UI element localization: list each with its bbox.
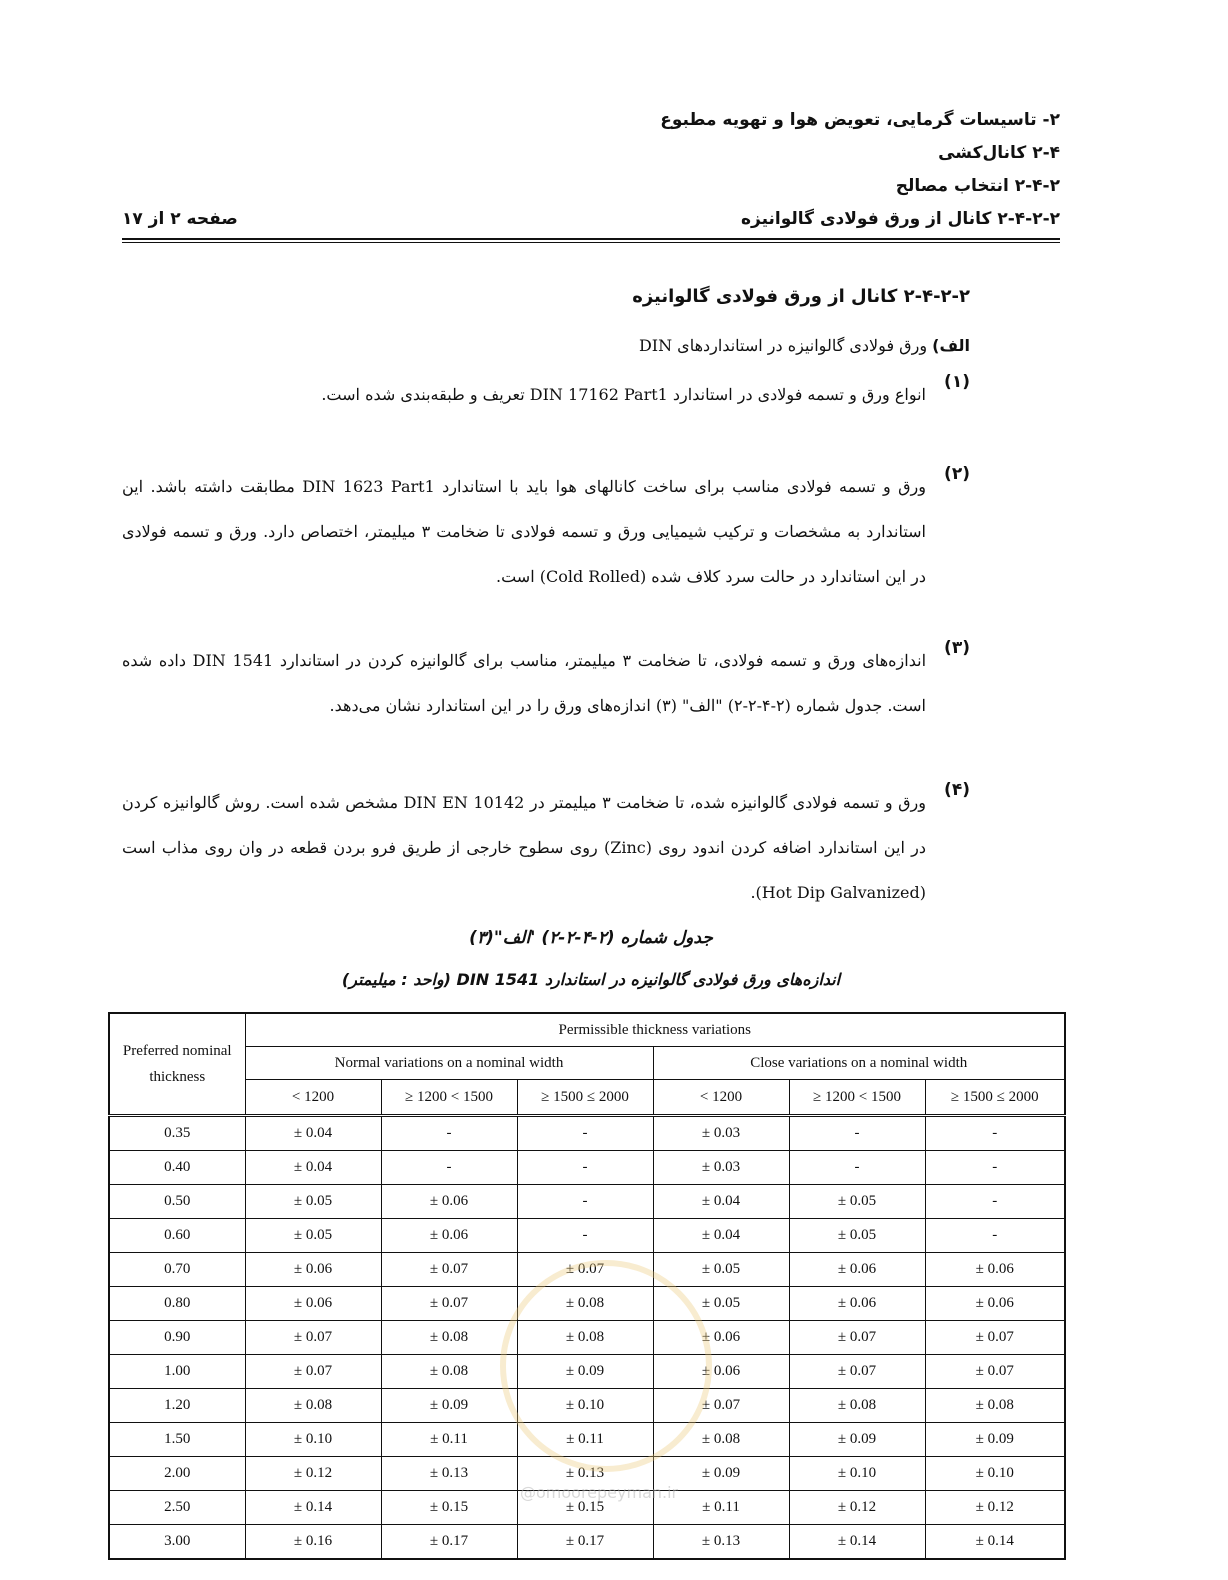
tolerance-cell: ± 0.07 [925, 1355, 1065, 1389]
tolerance-cell: ± 0.11 [517, 1423, 653, 1457]
table-row [109, 1287, 1065, 1321]
tolerance-cell: ± 0.14 [245, 1491, 381, 1525]
tolerance-cell: ± 0.07 [653, 1389, 789, 1423]
table-row [109, 1116, 1065, 1151]
tolerance-cell: - [925, 1219, 1065, 1253]
table-row [109, 1219, 1065, 1253]
watermark-text: @omoorepeyman.ir [520, 1483, 679, 1502]
subsection-a-label: الف) [932, 336, 970, 355]
tolerance-cell: ± 0.03 [653, 1151, 789, 1185]
tolerance-cell: ± 0.13 [381, 1457, 517, 1491]
tolerance-cell: - [381, 1151, 517, 1185]
tolerance-cell: ± 0.12 [245, 1457, 381, 1491]
header-subsection: ۲-۴-۲ انتخاب مصالح [895, 176, 1060, 196]
header-permissible: Permissible thickness variations [245, 1013, 1065, 1047]
section-title: ۲-۴-۲-۲ کانال از ورق فولادی گالوانیزه [632, 286, 970, 307]
tolerance-cell: ± 0.07 [789, 1321, 925, 1355]
tolerance-cell: ± 0.13 [517, 1457, 653, 1491]
header-chapter: ۲- تاسیسات گرمایی، تعویض هوا و تهویه مطبوع [660, 110, 1060, 130]
tolerance-cell: ± 0.07 [925, 1321, 1065, 1355]
tolerance-cell: ± 0.15 [517, 1491, 653, 1525]
table-row [109, 1389, 1065, 1423]
header-width-1: < 1200 [653, 1080, 789, 1116]
paragraph-text: ورق و تسمه فولادی مناسب برای ساخت کانالهای هوا باید با استاندارد DIN 1623 Part1 مطابقت داشته باشد. این استاندارد به مشخصات و ترکیب شیمیایی ورق و تسمه فولادی تا ضخامت ۳ میلیمتر، اختصاص دارد. ورق و تسمه فولادی در این استاندارد در حالت سرد کلاف شده (Cold Rolled) است. [122, 477, 927, 586]
tolerance-cell: ± 0.06 [789, 1287, 925, 1321]
thickness-table [108, 1012, 1066, 1560]
tolerance-cell: ± 0.06 [381, 1219, 517, 1253]
tolerance-cell: ± 0.13 [653, 1525, 789, 1560]
nominal-thickness-cell: 1.00 [109, 1355, 245, 1389]
tolerance-cell: ± 0.06 [925, 1253, 1065, 1287]
subsection-a [122, 336, 970, 355]
tolerance-cell: ± 0.06 [653, 1321, 789, 1355]
tolerance-cell: - [925, 1185, 1065, 1219]
tolerance-cell: ± 0.05 [789, 1185, 925, 1219]
tolerance-cell: ± 0.08 [245, 1389, 381, 1423]
paragraph-number: (۳) [944, 638, 970, 658]
tolerance-cell: ± 0.10 [245, 1423, 381, 1457]
paragraph-text: اندازه‌های ورق و تسمه فولادی، تا ضخامت ۳ میلیمتر، مناسب برای گالوانیزه کردن در استاندارد DIN 1541 داده شده است. جدول شماره (۲-۴-۲-۲) "الف" (۳) اندازه‌های ورق را در این استاندارد نشان می‌دهد. [122, 651, 927, 715]
tolerance-cell: ± 0.06 [245, 1287, 381, 1321]
tolerance-cell: ± 0.10 [925, 1457, 1065, 1491]
table-row [109, 1253, 1065, 1287]
tolerance-cell: ± 0.15 [381, 1491, 517, 1525]
nominal-thickness-cell: 2.50 [109, 1491, 245, 1525]
header-topic: ۲-۴-۲-۲ کانال از ورق فولادی گالوانیزه [740, 209, 1060, 229]
table-row [109, 1525, 1065, 1560]
tolerance-cell: ± 0.04 [653, 1185, 789, 1219]
tolerance-cell: ± 0.07 [517, 1253, 653, 1287]
table-row [109, 1321, 1065, 1355]
subsection-a-text: ورق فولادی گالوانیزه در استانداردهای DIN [638, 336, 928, 355]
table-caption-number: جدول شماره (۲-۴-۲-۲) 'الف"(۳) [469, 928, 713, 948]
tolerance-cell: ± 0.08 [517, 1287, 653, 1321]
paragraph-number: (۱) [944, 372, 970, 392]
tolerance-cell: ± 0.17 [517, 1525, 653, 1560]
table-row [109, 1355, 1065, 1389]
nominal-thickness-cell: 2.00 [109, 1457, 245, 1491]
tolerance-cell: - [381, 1116, 517, 1151]
tolerance-cell: ± 0.09 [517, 1355, 653, 1389]
tolerance-cell: ± 0.05 [653, 1287, 789, 1321]
tolerance-cell: ± 0.04 [653, 1219, 789, 1253]
nominal-thickness-cell: 1.50 [109, 1423, 245, 1457]
tolerance-cell: ± 0.09 [789, 1423, 925, 1457]
nominal-thickness-cell: 3.00 [109, 1525, 245, 1560]
tolerance-cell: ± 0.08 [789, 1389, 925, 1423]
tolerance-cell: ± 0.06 [789, 1253, 925, 1287]
tolerance-cell: ± 0.04 [245, 1151, 381, 1185]
tolerance-cell: ± 0.09 [653, 1457, 789, 1491]
tolerance-cell: ± 0.09 [381, 1389, 517, 1423]
tolerance-cell: ± 0.07 [245, 1321, 381, 1355]
tolerance-cell: ± 0.11 [653, 1491, 789, 1525]
tolerance-cell: ± 0.05 [789, 1219, 925, 1253]
tolerance-cell: ± 0.12 [789, 1491, 925, 1525]
tolerance-cell: ± 0.08 [381, 1321, 517, 1355]
table-caption-title: اندازه‌های ورق فولادی گالوانیزه در استاندارد DIN 1541 (واحد : میلیمتر) [341, 970, 841, 989]
tolerance-cell: ± 0.08 [925, 1389, 1065, 1423]
paragraph-3 [122, 638, 970, 728]
tolerance-cell: ± 0.17 [381, 1525, 517, 1560]
tolerance-cell: ± 0.09 [925, 1423, 1065, 1457]
table-row [109, 1151, 1065, 1185]
tolerance-cell: ± 0.04 [245, 1116, 381, 1151]
paragraph-number: (۴) [944, 780, 970, 800]
nominal-thickness-cell: 0.35 [109, 1116, 245, 1151]
tolerance-cell: - [789, 1151, 925, 1185]
nominal-thickness-cell: 0.70 [109, 1253, 245, 1287]
paragraph-text: انواع ورق و تسمه فولادی در استاندارد DIN 17162 Part1 تعریف و طبقه‌بندی شده است. [321, 385, 926, 404]
tolerance-cell: ± 0.05 [245, 1219, 381, 1253]
tolerance-cell: ± 0.08 [653, 1423, 789, 1457]
tolerance-cell: - [517, 1116, 653, 1151]
paragraph-number: (۲) [944, 464, 970, 484]
tolerance-cell: ± 0.10 [517, 1389, 653, 1423]
header-width-1: < 1200 [245, 1080, 381, 1116]
nominal-thickness-cell: 0.80 [109, 1287, 245, 1321]
tolerance-cell: ± 0.07 [789, 1355, 925, 1389]
tolerance-cell: - [517, 1151, 653, 1185]
tolerance-cell: ± 0.07 [381, 1253, 517, 1287]
header-width-3: ≥ 1500 ≤ 2000 [925, 1080, 1065, 1116]
tolerance-cell: ± 0.06 [653, 1355, 789, 1389]
table-row [109, 1185, 1065, 1219]
tolerance-cell: ± 0.10 [789, 1457, 925, 1491]
tolerance-cell: - [517, 1185, 653, 1219]
paragraph-4 [122, 780, 970, 915]
tolerance-cell: ± 0.05 [245, 1185, 381, 1219]
nominal-thickness-cell: 0.40 [109, 1151, 245, 1185]
nominal-thickness-cell: 0.60 [109, 1219, 245, 1253]
tolerance-cell: - [789, 1116, 925, 1151]
nominal-thickness-cell: 1.20 [109, 1389, 245, 1423]
tolerance-cell: ± 0.14 [925, 1525, 1065, 1560]
tolerance-cell: ± 0.06 [925, 1287, 1065, 1321]
nominal-thickness-cell: 0.50 [109, 1185, 245, 1219]
tolerance-cell: ± 0.12 [925, 1491, 1065, 1525]
page-header [122, 104, 1060, 236]
header-width-3: ≥ 1500 ≤ 2000 [517, 1080, 653, 1116]
tolerance-cell: ± 0.06 [245, 1253, 381, 1287]
tolerance-cell: ± 0.03 [653, 1116, 789, 1151]
paragraph-text: ورق و تسمه فولادی گالوانیزه شده، تا ضخامت ۳ میلیمتر در DIN EN 10142 مشخص شده است. روش گالوانیزه کردن در این استاندارد اضافه کردن اندود روی (Zinc) روی سطوح خارجی از طریق فرو بردن قطعه در وان روی مذاب است (Hot Dip Galvanized). [122, 793, 927, 902]
tolerance-cell: ± 0.08 [381, 1355, 517, 1389]
tolerance-cell: - [925, 1116, 1065, 1151]
header-divider [122, 238, 1060, 243]
nominal-thickness-cell: 0.90 [109, 1321, 245, 1355]
tolerance-cell: ± 0.07 [381, 1287, 517, 1321]
paragraph-1 [122, 372, 970, 417]
tolerance-cell: ± 0.08 [517, 1321, 653, 1355]
paragraph-2 [122, 464, 970, 599]
tolerance-cell: ± 0.16 [245, 1525, 381, 1560]
tolerance-cell: - [517, 1219, 653, 1253]
header-width-2: ≥ 1200 < 1500 [789, 1080, 925, 1116]
tolerance-cell: ± 0.11 [381, 1423, 517, 1457]
header-close-variations: Close variations on a nominal width [653, 1047, 1065, 1080]
table-row [109, 1423, 1065, 1457]
tolerance-cell: ± 0.06 [381, 1185, 517, 1219]
tolerance-cell: ± 0.14 [789, 1525, 925, 1560]
header-width-2: ≥ 1200 < 1500 [381, 1080, 517, 1116]
header-normal-variations: Normal variations on a nominal width [245, 1047, 653, 1080]
tolerance-cell: ± 0.07 [245, 1355, 381, 1389]
page-number: صفحه ۲ از ۱۷ [122, 209, 238, 229]
tolerance-cell: ± 0.05 [653, 1253, 789, 1287]
tolerance-cell: - [925, 1151, 1065, 1185]
header-nominal-thickness: Preferred nominal thickness [109, 1013, 245, 1116]
header-section: ۲-۴ کانال‌کشی [938, 143, 1060, 163]
